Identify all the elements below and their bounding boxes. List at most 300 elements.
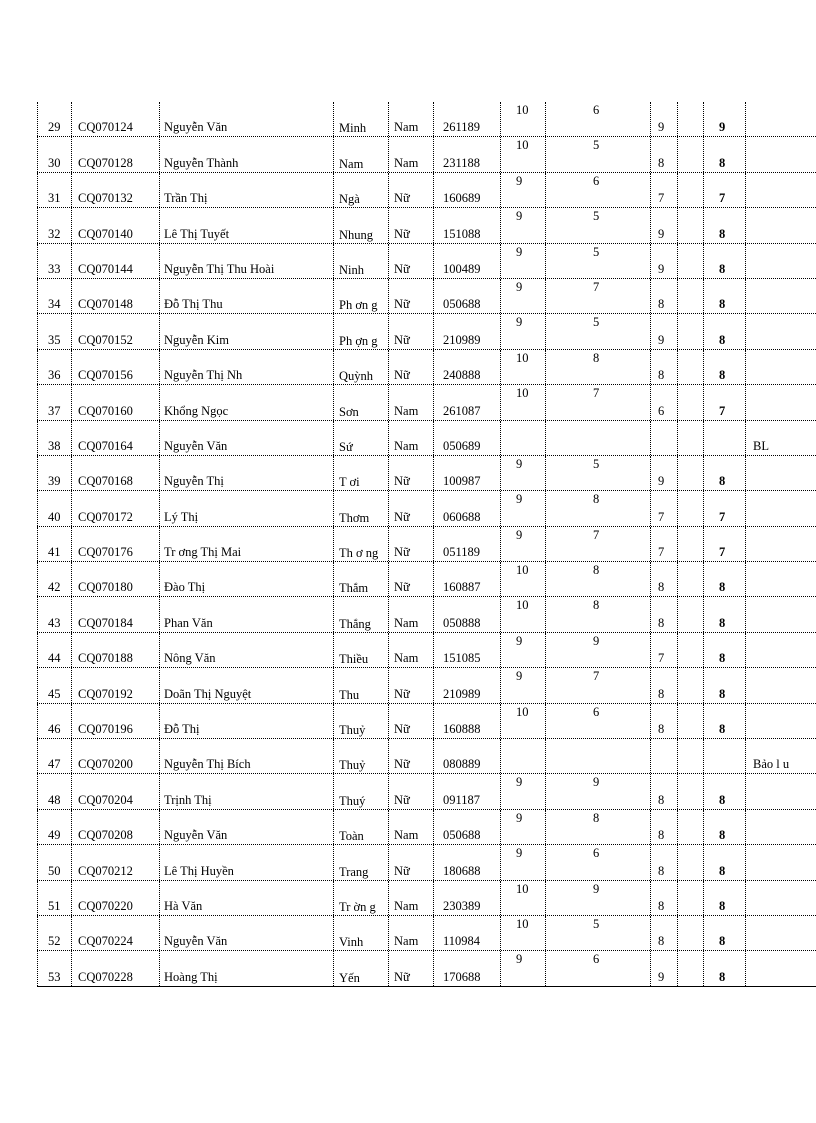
cell-code: CQ070200 bbox=[78, 757, 133, 772]
cell-code: CQ070212 bbox=[78, 863, 133, 878]
column-divider bbox=[677, 527, 678, 561]
cell-last: Đỗ Thị bbox=[164, 722, 200, 737]
cell-s3: 8 bbox=[658, 863, 665, 878]
column-divider bbox=[545, 527, 546, 561]
cell-s4: 8 bbox=[719, 580, 726, 595]
table-row bbox=[37, 527, 816, 562]
column-divider bbox=[545, 633, 546, 667]
column-divider bbox=[677, 350, 678, 384]
column-divider bbox=[159, 668, 160, 702]
column-divider bbox=[333, 314, 334, 348]
cell-sex: Nữ bbox=[394, 580, 410, 595]
cell-s4: 8 bbox=[719, 828, 726, 843]
cell-first: Nhung bbox=[339, 227, 374, 242]
column-divider bbox=[650, 881, 651, 915]
column-divider bbox=[545, 774, 546, 808]
cell-first: Ph ơn g bbox=[339, 298, 378, 313]
cell-stt: 50 bbox=[48, 863, 61, 878]
column-divider bbox=[433, 137, 434, 171]
column-divider bbox=[433, 421, 434, 455]
column-divider bbox=[333, 633, 334, 667]
cell-s1: 10 bbox=[516, 563, 529, 578]
column-divider bbox=[545, 421, 546, 455]
cell-dob: 100987 bbox=[443, 474, 481, 489]
column-divider bbox=[159, 173, 160, 207]
column-divider bbox=[545, 208, 546, 242]
cell-s1: 9 bbox=[516, 315, 523, 330]
cell-stt: 48 bbox=[48, 792, 61, 807]
cell-s3: 9 bbox=[658, 969, 665, 984]
column-divider bbox=[37, 562, 38, 596]
column-divider bbox=[545, 102, 546, 136]
table-row bbox=[37, 597, 816, 632]
column-divider bbox=[333, 739, 334, 773]
cell-first: Ph ợn g bbox=[339, 333, 378, 348]
table-row bbox=[37, 951, 816, 986]
cell-last: Nguyễn Thị bbox=[164, 474, 224, 489]
column-divider bbox=[745, 456, 746, 490]
cell-s2: 8 bbox=[593, 350, 600, 365]
table-row bbox=[37, 385, 816, 420]
column-divider bbox=[677, 916, 678, 950]
cell-sex: Nam bbox=[394, 934, 419, 949]
column-divider bbox=[37, 491, 38, 525]
cell-s3: 8 bbox=[658, 580, 665, 595]
cell-last: Nguyễn Thị Nh bbox=[164, 368, 243, 383]
cell-s1: 9 bbox=[516, 775, 523, 790]
column-divider bbox=[71, 421, 72, 455]
cell-s1: 9 bbox=[516, 527, 523, 542]
column-divider bbox=[433, 208, 434, 242]
column-divider bbox=[745, 881, 746, 915]
cell-s4: 7 bbox=[719, 191, 726, 206]
column-divider bbox=[545, 951, 546, 985]
column-divider bbox=[333, 350, 334, 384]
cell-first: Thuý bbox=[339, 793, 366, 808]
cell-s2: 5 bbox=[593, 916, 600, 931]
column-divider bbox=[71, 527, 72, 561]
cell-s1: 10 bbox=[516, 704, 529, 719]
table-row bbox=[37, 562, 816, 597]
column-divider bbox=[650, 350, 651, 384]
cell-sex: Nữ bbox=[394, 509, 410, 524]
cell-s4: 8 bbox=[719, 934, 726, 949]
cell-stt: 51 bbox=[48, 898, 61, 913]
column-divider bbox=[333, 704, 334, 738]
column-divider bbox=[677, 562, 678, 596]
cell-stt: 33 bbox=[48, 261, 61, 276]
column-divider bbox=[745, 774, 746, 808]
cell-s3: 8 bbox=[658, 792, 665, 807]
column-divider bbox=[703, 845, 704, 879]
table-row bbox=[37, 279, 816, 314]
column-divider bbox=[71, 102, 72, 136]
cell-dob: 050688 bbox=[443, 828, 481, 843]
cell-first: Thắng bbox=[339, 616, 371, 631]
column-divider bbox=[650, 704, 651, 738]
cell-s3: 9 bbox=[658, 474, 665, 489]
column-divider bbox=[745, 633, 746, 667]
column-divider bbox=[433, 314, 434, 348]
column-divider bbox=[745, 244, 746, 278]
column-divider bbox=[37, 597, 38, 631]
cell-stt: 42 bbox=[48, 580, 61, 595]
cell-s1: 9 bbox=[516, 456, 523, 471]
column-divider bbox=[333, 881, 334, 915]
cell-last: Đỗ Thị Thu bbox=[164, 297, 223, 312]
cell-dob: 240888 bbox=[443, 368, 481, 383]
column-divider bbox=[703, 456, 704, 490]
cell-first: Th ơ ng bbox=[339, 546, 379, 561]
cell-sex: Nữ bbox=[394, 792, 410, 807]
column-divider bbox=[745, 491, 746, 525]
column-divider bbox=[500, 704, 501, 738]
cell-first: Thắm bbox=[339, 581, 369, 596]
column-divider bbox=[703, 810, 704, 844]
table-row bbox=[37, 881, 816, 916]
column-divider bbox=[745, 421, 746, 455]
cell-s4: 8 bbox=[719, 297, 726, 312]
cell-dob: 261087 bbox=[443, 403, 481, 418]
column-divider bbox=[37, 421, 38, 455]
cell-s1: 9 bbox=[516, 810, 523, 825]
column-divider bbox=[545, 137, 546, 171]
cell-dob: 080889 bbox=[443, 757, 481, 772]
table-row bbox=[37, 668, 816, 703]
column-divider bbox=[745, 845, 746, 879]
cell-dob: 210989 bbox=[443, 332, 481, 347]
column-divider bbox=[545, 385, 546, 419]
cell-s4: 7 bbox=[719, 403, 726, 418]
column-divider bbox=[433, 244, 434, 278]
column-divider bbox=[433, 350, 434, 384]
cell-sex: Nữ bbox=[394, 722, 410, 737]
cell-code: CQ070144 bbox=[78, 261, 133, 276]
column-divider bbox=[159, 491, 160, 525]
column-divider bbox=[650, 208, 651, 242]
cell-s3: 7 bbox=[658, 509, 665, 524]
column-divider bbox=[37, 881, 38, 915]
cell-s3: 8 bbox=[658, 828, 665, 843]
cell-dob: 151085 bbox=[443, 651, 481, 666]
column-divider bbox=[545, 668, 546, 702]
column-divider bbox=[333, 456, 334, 490]
column-divider bbox=[703, 350, 704, 384]
column-divider bbox=[71, 951, 72, 985]
cell-code: CQ070204 bbox=[78, 792, 133, 807]
column-divider bbox=[677, 102, 678, 136]
column-divider bbox=[545, 314, 546, 348]
cell-first: Ngà bbox=[339, 192, 360, 207]
cell-s1: 9 bbox=[516, 669, 523, 684]
column-divider bbox=[71, 774, 72, 808]
cell-code: CQ070128 bbox=[78, 155, 133, 170]
column-divider bbox=[650, 951, 651, 985]
cell-first: Trang bbox=[339, 864, 369, 879]
column-divider bbox=[500, 244, 501, 278]
table-row bbox=[37, 208, 816, 243]
cell-s4: 8 bbox=[719, 686, 726, 701]
cell-stt: 36 bbox=[48, 368, 61, 383]
column-divider bbox=[333, 279, 334, 313]
cell-s4: 8 bbox=[719, 722, 726, 737]
column-divider bbox=[388, 739, 389, 773]
column-divider bbox=[71, 491, 72, 525]
column-divider bbox=[500, 279, 501, 313]
cell-dob: 100489 bbox=[443, 261, 481, 276]
column-divider bbox=[388, 421, 389, 455]
column-divider bbox=[500, 491, 501, 525]
table-row bbox=[37, 314, 816, 349]
column-divider bbox=[433, 385, 434, 419]
column-divider bbox=[71, 385, 72, 419]
table-row bbox=[37, 137, 816, 172]
column-divider bbox=[159, 385, 160, 419]
column-divider bbox=[159, 208, 160, 242]
cell-s2: 6 bbox=[593, 846, 600, 861]
cell-s2: 7 bbox=[593, 527, 600, 542]
column-divider bbox=[159, 881, 160, 915]
cell-s1: 10 bbox=[516, 916, 529, 931]
column-divider bbox=[37, 845, 38, 879]
table-row bbox=[37, 739, 816, 774]
cell-s3: 7 bbox=[658, 191, 665, 206]
column-divider bbox=[159, 456, 160, 490]
cell-s4: 8 bbox=[719, 332, 726, 347]
column-divider bbox=[71, 244, 72, 278]
cell-s1: 10 bbox=[516, 598, 529, 613]
column-divider bbox=[433, 845, 434, 879]
cell-last: Lý Thị bbox=[164, 509, 199, 524]
cell-s2: 8 bbox=[593, 810, 600, 825]
cell-code: CQ070220 bbox=[78, 898, 133, 913]
cell-dob: 151088 bbox=[443, 226, 481, 241]
column-divider bbox=[159, 279, 160, 313]
column-divider bbox=[703, 314, 704, 348]
cell-last: Lê Thị Huyền bbox=[164, 863, 234, 878]
column-divider bbox=[433, 810, 434, 844]
column-divider bbox=[500, 314, 501, 348]
cell-last: Phan Văn bbox=[164, 615, 213, 630]
column-divider bbox=[545, 881, 546, 915]
cell-s2: 7 bbox=[593, 669, 600, 684]
cell-s2: 6 bbox=[593, 704, 600, 719]
column-divider bbox=[71, 739, 72, 773]
cell-s2: 8 bbox=[593, 598, 600, 613]
column-divider bbox=[677, 810, 678, 844]
column-divider bbox=[677, 385, 678, 419]
cell-stt: 29 bbox=[48, 120, 61, 135]
cell-s3: 8 bbox=[658, 297, 665, 312]
column-divider bbox=[333, 491, 334, 525]
table-row bbox=[37, 633, 816, 668]
cell-dob: 050689 bbox=[443, 438, 481, 453]
column-divider bbox=[677, 456, 678, 490]
column-divider bbox=[677, 208, 678, 242]
column-divider bbox=[71, 633, 72, 667]
table-row bbox=[37, 173, 816, 208]
column-divider bbox=[650, 527, 651, 561]
cell-s2: 7 bbox=[593, 279, 600, 294]
cell-first: Sứ bbox=[339, 439, 353, 454]
column-divider bbox=[500, 845, 501, 879]
cell-s1: 10 bbox=[516, 386, 529, 401]
cell-s1: 9 bbox=[516, 173, 523, 188]
cell-last: Nguyễn Văn bbox=[164, 934, 228, 949]
cell-s4: 8 bbox=[719, 226, 726, 241]
cell-dob: 160888 bbox=[443, 722, 481, 737]
cell-s2: 5 bbox=[593, 138, 600, 153]
column-divider bbox=[677, 774, 678, 808]
table-row bbox=[37, 491, 816, 526]
column-divider bbox=[333, 137, 334, 171]
cell-stt: 34 bbox=[48, 297, 61, 312]
column-divider bbox=[433, 916, 434, 950]
cell-s4: 9 bbox=[719, 120, 726, 135]
table-row bbox=[37, 421, 816, 456]
column-divider bbox=[745, 350, 746, 384]
column-divider bbox=[388, 916, 389, 950]
cell-dob: 231188 bbox=[443, 155, 481, 170]
column-divider bbox=[703, 491, 704, 525]
column-divider bbox=[545, 704, 546, 738]
cell-last: Trịnh Thị bbox=[164, 792, 212, 807]
cell-sex: Nữ bbox=[394, 757, 410, 772]
column-divider bbox=[745, 562, 746, 596]
column-divider bbox=[703, 597, 704, 631]
cell-sex: Nam bbox=[394, 438, 419, 453]
column-divider bbox=[37, 102, 38, 136]
column-divider bbox=[333, 102, 334, 136]
cell-first: Vinh bbox=[339, 935, 364, 950]
column-divider bbox=[37, 208, 38, 242]
cell-s4: 7 bbox=[719, 545, 726, 560]
cell-s4: 8 bbox=[719, 792, 726, 807]
column-divider bbox=[388, 314, 389, 348]
cell-code: CQ070168 bbox=[78, 474, 133, 489]
column-divider bbox=[159, 137, 160, 171]
cell-stt: 37 bbox=[48, 403, 61, 418]
column-divider bbox=[159, 739, 160, 773]
cell-code: CQ070172 bbox=[78, 509, 133, 524]
cell-sex: Nữ bbox=[394, 226, 410, 241]
column-divider bbox=[703, 774, 704, 808]
cell-dob: 160689 bbox=[443, 191, 481, 206]
column-divider bbox=[71, 668, 72, 702]
column-divider bbox=[745, 314, 746, 348]
column-divider bbox=[433, 456, 434, 490]
cell-last: Nguyễn Thị Bích bbox=[164, 757, 251, 772]
cell-code: CQ070224 bbox=[78, 934, 133, 949]
column-divider bbox=[159, 704, 160, 738]
column-divider bbox=[500, 881, 501, 915]
column-divider bbox=[71, 810, 72, 844]
column-divider bbox=[433, 881, 434, 915]
column-divider bbox=[37, 739, 38, 773]
cell-sex: Nam bbox=[394, 898, 419, 913]
cell-s4: 8 bbox=[719, 261, 726, 276]
cell-first: Nam bbox=[339, 156, 364, 171]
column-divider bbox=[745, 704, 746, 738]
column-divider bbox=[677, 668, 678, 702]
column-divider bbox=[37, 314, 38, 348]
cell-dob: 060688 bbox=[443, 509, 481, 524]
cell-s1: 9 bbox=[516, 846, 523, 861]
cell-s3: 8 bbox=[658, 615, 665, 630]
column-divider bbox=[703, 102, 704, 136]
column-divider bbox=[500, 597, 501, 631]
cell-last: Trần Thị bbox=[164, 191, 208, 206]
column-divider bbox=[388, 208, 389, 242]
column-divider bbox=[433, 774, 434, 808]
column-divider bbox=[37, 350, 38, 384]
column-divider bbox=[37, 456, 38, 490]
column-divider bbox=[650, 244, 651, 278]
column-divider bbox=[650, 314, 651, 348]
cell-s3: 8 bbox=[658, 934, 665, 949]
column-divider bbox=[71, 881, 72, 915]
column-divider bbox=[545, 456, 546, 490]
column-divider bbox=[388, 527, 389, 561]
column-divider bbox=[433, 562, 434, 596]
table-row bbox=[37, 845, 816, 880]
table-row bbox=[37, 704, 816, 739]
cell-s3: 9 bbox=[658, 226, 665, 241]
cell-sex: Nữ bbox=[394, 686, 410, 701]
column-divider bbox=[703, 668, 704, 702]
column-divider bbox=[703, 633, 704, 667]
cell-s3: 8 bbox=[658, 722, 665, 737]
column-divider bbox=[745, 208, 746, 242]
column-divider bbox=[545, 173, 546, 207]
column-divider bbox=[71, 597, 72, 631]
cell-dob: 051189 bbox=[443, 545, 481, 560]
column-divider bbox=[650, 668, 651, 702]
column-divider bbox=[37, 916, 38, 950]
column-divider bbox=[71, 704, 72, 738]
column-divider bbox=[677, 704, 678, 738]
cell-s3: 6 bbox=[658, 403, 665, 418]
column-divider bbox=[433, 102, 434, 136]
column-divider bbox=[703, 562, 704, 596]
column-divider bbox=[650, 173, 651, 207]
column-divider bbox=[745, 137, 746, 171]
column-divider bbox=[71, 208, 72, 242]
column-divider bbox=[71, 456, 72, 490]
column-divider bbox=[650, 102, 651, 136]
column-divider bbox=[650, 279, 651, 313]
column-divider bbox=[745, 173, 746, 207]
column-divider bbox=[703, 137, 704, 171]
column-divider bbox=[388, 244, 389, 278]
column-divider bbox=[545, 916, 546, 950]
cell-dob: 210989 bbox=[443, 686, 481, 701]
cell-first: Toàn bbox=[339, 829, 364, 844]
column-divider bbox=[703, 881, 704, 915]
cell-stt: 47 bbox=[48, 757, 61, 772]
column-divider bbox=[677, 421, 678, 455]
column-divider bbox=[650, 916, 651, 950]
cell-s4: 7 bbox=[719, 509, 726, 524]
cell-first: Quỳnh bbox=[339, 369, 374, 384]
column-divider bbox=[333, 597, 334, 631]
table-row bbox=[37, 102, 816, 137]
column-divider bbox=[500, 421, 501, 455]
cell-last: Tr ơng Thị Mai bbox=[164, 545, 242, 560]
column-divider bbox=[677, 633, 678, 667]
column-divider bbox=[677, 739, 678, 773]
column-divider bbox=[333, 385, 334, 419]
